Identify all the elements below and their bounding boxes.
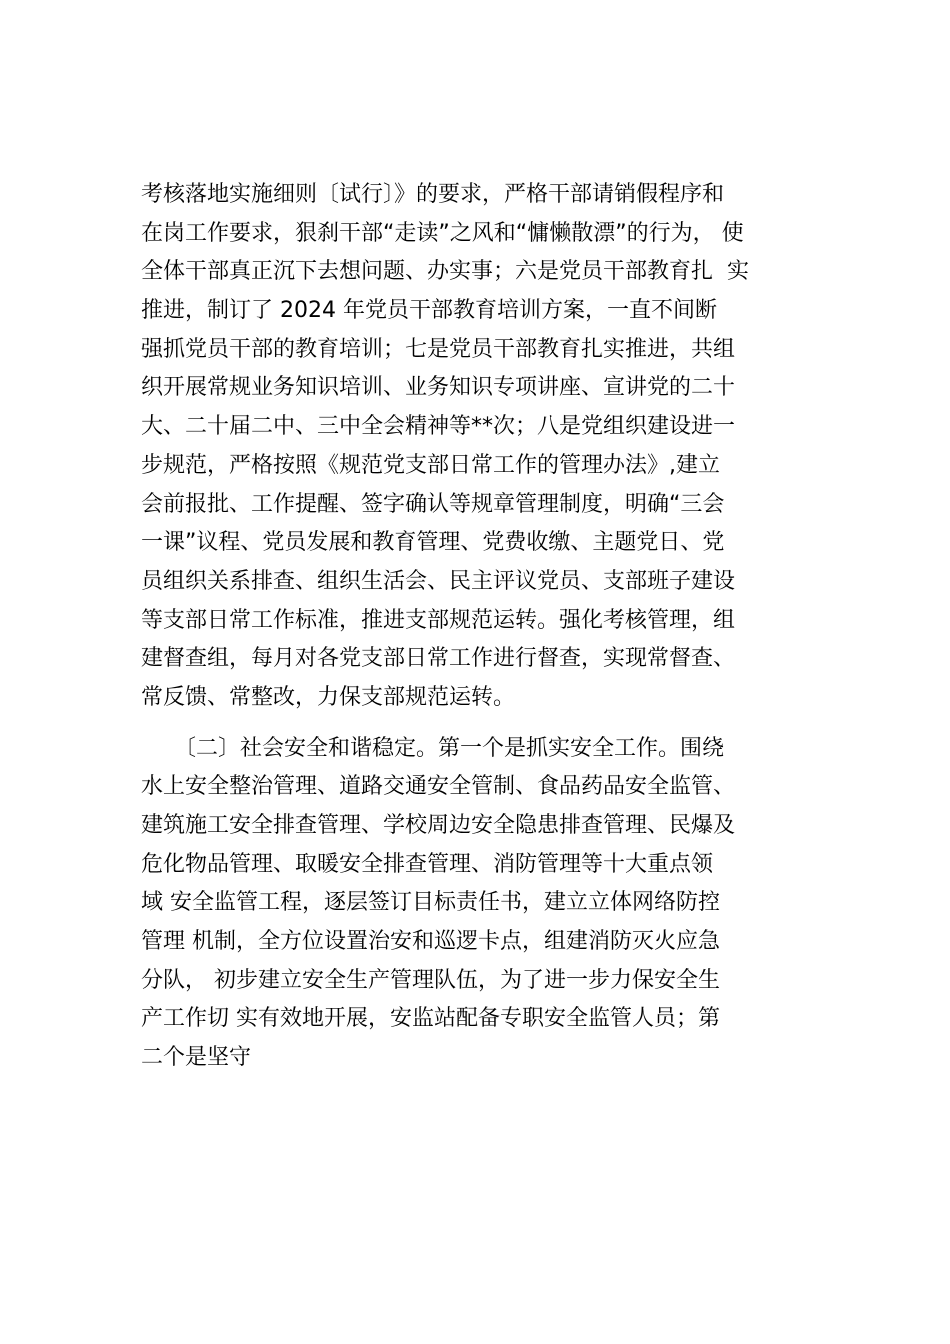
text-line: 大、二十届二中、三中全会精神等**次；八是党组织建设进一 — [141, 414, 736, 440]
text-line: 危化物品管理、取暖安全排查管理、消防管理等十大重点领 — [141, 851, 714, 877]
paragraph-2 — [141, 730, 821, 1078]
text-line: 建督查组，每月对各党支部日常工作进行督查，实现常督查、 — [141, 646, 736, 672]
text-line: 等支部日常工作标准，推进支部规范运转。强化考核管理，组 — [141, 607, 736, 633]
text-line: 〔二〕社会安全和谐稳定。第一个是抓实安全工作。围绕 — [141, 735, 725, 761]
paragraph-1 — [141, 176, 821, 718]
text-line: 常反馈、常整改，力保支部规范运转。 — [141, 684, 516, 710]
text-line: 会前报批、工作提醒、签字确认等规章管理制度，明确“三会 — [141, 491, 725, 517]
text-line: 在岗工作要求，狠刹干部“走读”之风和“慵懒散漂”的行为， 使 — [141, 220, 744, 246]
text-line: 考核落地实施细则〔试行〕》的要求，严格干部请销假程序和 — [141, 182, 725, 207]
text-line: 分队， 初步建立安全生产管理队伍，为了进一步力保安全生 — [141, 967, 720, 993]
text-line: 水上安全整治管理、道路交通安全管制、食品药品安全监管、 — [141, 774, 736, 800]
paragraph-spacer — [141, 718, 821, 730]
text-line: 管理 机制，全方位设置治安和巡逻卡点，组建消防灭火应急 — [141, 929, 720, 955]
text-line: 推进，制订了 2024 年党员干部教育培训方案，一直不间断 — [141, 298, 717, 324]
text-line: 步规范，严格按照《规范党支部日常工作的管理办法》,建立 — [141, 452, 720, 478]
text-line: 二个是坚守 — [141, 1045, 252, 1071]
text-line: 建筑施工安全排查管理、学校周边安全隐患排查管理、民爆及 — [141, 813, 736, 838]
text-line: 域 安全监管工程，逐层签订目标责任书，建立立体网络防控 — [141, 890, 720, 916]
text-line: 织开展常规业务知识培训、业务知识专项讲座、宣讲党的二十 — [141, 375, 736, 401]
text-line: 强抓党员干部的教育培训；七是党员干部教育扎实推进，共组 — [141, 336, 736, 362]
text-line: 产工作切 实有效地开展，安监站配备专职安全监管人员；第 — [141, 1006, 720, 1032]
text-line: 全体干部真正沉下去想问题、办实事；六是党员干部教育扎 实 — [141, 259, 749, 285]
text-line: 员组织关系排查、组织生活会、民主评议党员、支部班子建设 — [141, 568, 736, 594]
document-body — [141, 176, 821, 1078]
text-line: 一课”议程、党员发展和教育管理、党费收缴、主题党日、党 — [141, 530, 725, 556]
